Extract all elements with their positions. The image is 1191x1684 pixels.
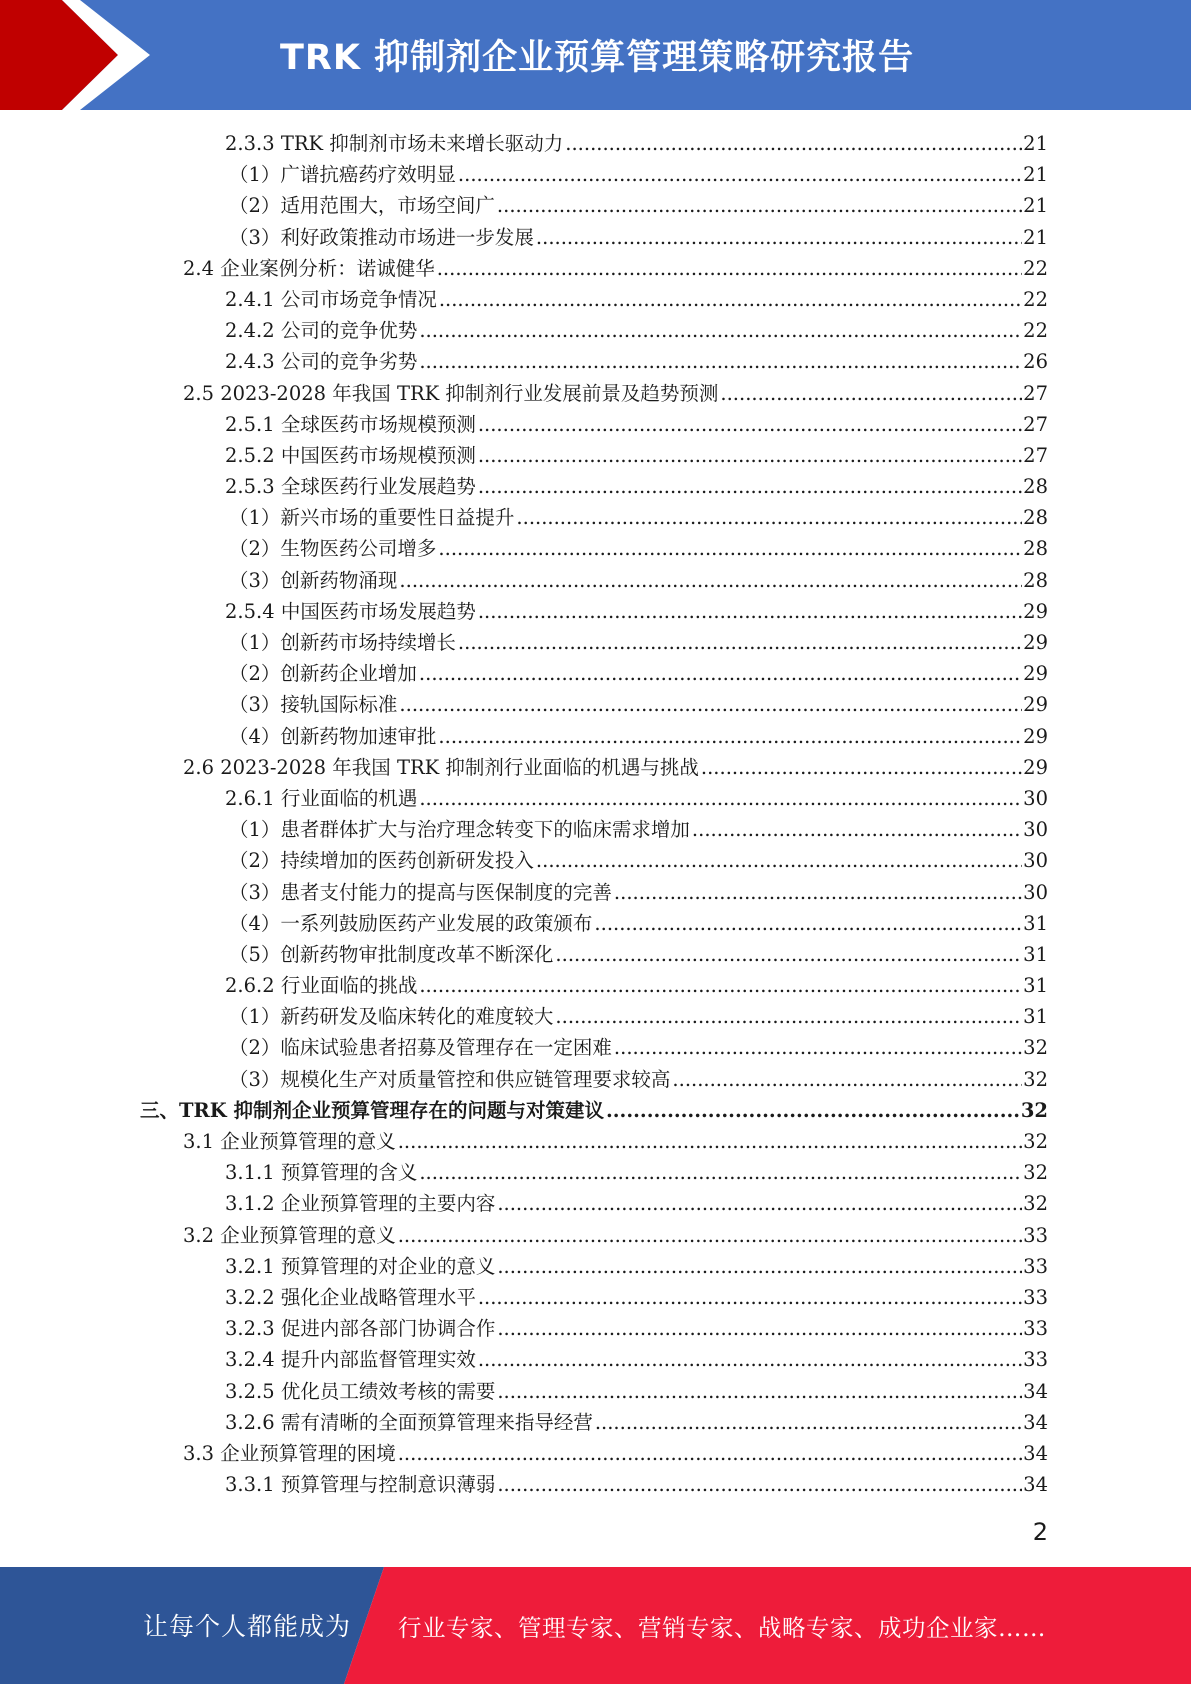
toc-entry-title: （1）广谱抗癌药疗效明显 — [229, 163, 456, 187]
toc-entry-title: 2.5.1 全球医药市场规模预测 — [225, 412, 476, 436]
toc-entry[interactable] — [0, 1344, 1191, 1375]
toc-entry[interactable] — [0, 502, 1191, 533]
toc-entry-title: 2.5.2 中国医药市场规模预测 — [225, 443, 476, 467]
toc-entry-page: 34 — [1023, 1473, 1048, 1497]
toc-entry-title: 2.4 企业案例分析：诺诚健华 — [183, 256, 435, 280]
toc-entry[interactable] — [0, 1251, 1191, 1282]
toc-entry-page: 31 — [1023, 974, 1048, 998]
toc-entry[interactable] — [0, 159, 1191, 190]
toc-leader-dots — [516, 502, 1022, 533]
toc-leader-dots — [419, 970, 1022, 1001]
header-chevron-icon — [0, 0, 160, 110]
toc-leader-dots — [438, 721, 1022, 752]
toc-leader-dots — [614, 877, 1022, 908]
toc-leader-dots — [478, 409, 1022, 440]
toc-leader-dots — [478, 440, 1022, 471]
toc-entry-page: 30 — [1023, 880, 1048, 904]
toc-leader-dots — [419, 658, 1022, 689]
toc-entry-page: 21 — [1023, 132, 1048, 155]
toc-entry[interactable] — [0, 1407, 1191, 1438]
toc-leader-dots — [555, 939, 1022, 970]
toc-entry[interactable] — [0, 1282, 1191, 1313]
toc-leader-dots — [701, 752, 1022, 783]
toc-entry-title: 2.4.3 公司的竞争劣势 — [225, 350, 418, 374]
toc-entry-title: 3.3.1 预算管理与控制意识薄弱 — [225, 1473, 496, 1497]
toc-entry[interactable] — [0, 284, 1191, 315]
toc-leader-dots — [478, 1282, 1022, 1313]
toc-entry-page: 30 — [1023, 849, 1048, 873]
toc-entry-title: 3.1.2 企业预算管理的主要内容 — [225, 1192, 496, 1216]
page-header — [0, 0, 1191, 110]
toc-leader-dots — [419, 783, 1022, 814]
toc-entry-title: （1）患者群体扩大与治疗理念转变下的临床需求增加 — [229, 818, 690, 842]
toc-entry[interactable] — [0, 315, 1191, 346]
toc-entry-title: 2.5.3 全球医药行业发展趋势 — [225, 475, 476, 499]
toc-entry[interactable] — [0, 1438, 1191, 1469]
toc-leader-dots — [497, 1188, 1022, 1219]
toc-entry[interactable] — [0, 190, 1191, 221]
toc-leader-dots — [419, 315, 1022, 346]
toc-entry[interactable] — [0, 752, 1191, 783]
toc-entry[interactable] — [0, 409, 1191, 440]
toc-leader-dots — [594, 908, 1022, 939]
toc-entry[interactable] — [0, 689, 1191, 720]
toc-leader-dots — [399, 689, 1022, 720]
toc-entry-title: （2）生物医药公司增多 — [229, 537, 437, 561]
table-of-contents — [0, 128, 1191, 1500]
toc-entry-title: （2）创新药企业增加 — [229, 662, 417, 686]
toc-entry-title: 3.2.6 需有清晰的全面预算管理来指导经营 — [225, 1410, 593, 1434]
toc-entry-page: 22 — [1023, 287, 1048, 311]
toc-entry[interactable] — [0, 814, 1191, 845]
toc-leader-dots — [497, 1313, 1022, 1344]
toc-leader-dots — [595, 1407, 1022, 1438]
toc-entry[interactable] — [0, 783, 1191, 814]
toc-entry-title: （3）利好政策推动市场进一步发展 — [229, 225, 534, 249]
toc-leader-dots — [536, 222, 1022, 253]
toc-entry-title: （4）创新药物加速审批 — [229, 724, 437, 748]
toc-entry-title: 2.6.1 行业面临的机遇 — [225, 786, 418, 810]
toc-entry-title: （2）持续增加的医药创新研发投入 — [229, 849, 534, 873]
toc-entry-title: （1）新药研发及临床转化的难度较大 — [229, 1005, 554, 1029]
toc-entry[interactable] — [0, 970, 1191, 1001]
toc-leader-dots — [399, 565, 1022, 596]
toc-entry-title: 3.2.1 预算管理的对企业的意义 — [225, 1254, 496, 1278]
toc-leader-dots — [419, 1157, 1022, 1188]
toc-entry-page: 29 — [1023, 755, 1048, 779]
toc-leader-dots — [398, 1126, 1022, 1157]
toc-leader-dots — [497, 1251, 1022, 1282]
toc-entry-title: （3）患者支付能力的提高与医保制度的完善 — [229, 880, 612, 904]
toc-entry-page: 33 — [1023, 1348, 1048, 1372]
toc-entry-page: 21 — [1023, 163, 1048, 187]
page-number: 2 — [1032, 1518, 1048, 1546]
toc-entry-title: 2.5 2023-2028 年我国 TRK 抑制剂行业发展前景及趋势预测 — [183, 381, 719, 405]
toc-entry-title: 3.2.4 提升内部监督管理实效 — [225, 1348, 476, 1372]
toc-entry-page: 22 — [1023, 319, 1048, 343]
toc-entry[interactable] — [0, 1064, 1191, 1095]
toc-entry-title: 2.6 2023-2028 年我国 TRK 抑制剂行业面临的机遇与挑战 — [183, 755, 699, 779]
toc-entry[interactable] — [0, 565, 1191, 596]
toc-entry-title: 3.1 企业预算管理的意义 — [183, 1130, 396, 1153]
toc-entry[interactable] — [0, 1032, 1191, 1063]
toc-entry-page: 34 — [1023, 1379, 1048, 1403]
toc-entry-title: （2）适用范围大，市场空间广 — [229, 194, 495, 218]
toc-entry-title: 2.4.2 公司的竞争优势 — [225, 319, 418, 343]
toc-entry[interactable] — [0, 939, 1191, 970]
toc-entry-title: 3.2.5 优化员工绩效考核的需要 — [225, 1379, 496, 1403]
toc-leader-dots — [497, 1376, 1022, 1407]
toc-entry-page: 29 — [1023, 662, 1048, 686]
toc-entry[interactable] — [0, 845, 1191, 876]
toc-entry-page: 29 — [1023, 631, 1048, 654]
toc-entry[interactable] — [0, 346, 1191, 377]
toc-entry-title: 3.1.1 预算管理的含义 — [225, 1161, 418, 1185]
toc-entry-page: 26 — [1023, 350, 1048, 374]
toc-entry[interactable] — [0, 471, 1191, 502]
toc-entry-title: （4）一系列鼓励医药产业发展的政策颁布 — [229, 911, 593, 935]
toc-entry-title: 2.6.2 行业面临的挑战 — [225, 974, 418, 998]
toc-leader-dots — [458, 627, 1022, 658]
toc-entry-page: 30 — [1023, 786, 1048, 810]
toc-entry[interactable] — [0, 1126, 1191, 1157]
toc-leader-dots — [419, 346, 1022, 377]
toc-entry-page: 32 — [1023, 1161, 1048, 1185]
toc-entry-page: 29 — [1023, 599, 1048, 623]
toc-entry[interactable] — [0, 1220, 1191, 1251]
toc-entry-page: 31 — [1023, 942, 1048, 966]
toc-entry[interactable] — [0, 627, 1191, 658]
toc-entry-title: （3）接轨国际标准 — [229, 693, 398, 717]
toc-entry[interactable] — [0, 1001, 1191, 1032]
toc-entry-page: 32 — [1023, 1067, 1048, 1091]
toc-entry[interactable] — [0, 533, 1191, 564]
toc-entry-title: 3.2.2 强化企业战略管理水平 — [225, 1285, 476, 1309]
toc-entry[interactable] — [0, 1313, 1191, 1344]
toc-entry-page: 28 — [1023, 537, 1048, 561]
toc-leader-dots — [478, 596, 1022, 627]
toc-leader-dots — [497, 190, 1022, 221]
toc-entry[interactable] — [0, 658, 1191, 689]
toc-entry-title: （1）新兴市场的重要性日益提升 — [229, 506, 515, 530]
toc-entry-page: 31 — [1023, 1005, 1048, 1029]
toc-entry[interactable] — [0, 1376, 1191, 1407]
toc-entry-title: 3.3 企业预算管理的困境 — [183, 1441, 396, 1465]
toc-leader-dots — [438, 533, 1022, 564]
toc-leader-dots — [692, 814, 1022, 845]
toc-entry-page: 27 — [1023, 381, 1048, 405]
toc-entry-page: 28 — [1023, 568, 1048, 592]
footer-slogan-right: 行业专家、管理专家、营销专家、战略专家、成功企业家…… — [398, 1614, 1046, 1642]
toc-entry-title: 3.2 企业预算管理的意义 — [183, 1223, 396, 1247]
toc-leader-dots — [458, 159, 1022, 190]
toc-entry[interactable] — [0, 222, 1191, 253]
toc-entry[interactable] — [0, 721, 1191, 752]
toc-entry-title: 三、TRK 抑制剂企业预算管理存在的问题与对策建议 — [140, 1098, 604, 1122]
toc-leader-dots — [478, 1344, 1022, 1375]
toc-leader-dots — [437, 253, 1022, 284]
toc-leader-dots — [672, 1064, 1022, 1095]
toc-entry-page: 27 — [1023, 412, 1048, 436]
toc-entry-title: （1）创新药市场持续增长 — [229, 631, 456, 654]
toc-leader-dots — [398, 1220, 1022, 1251]
toc-entry-page: 32 — [1023, 1036, 1048, 1060]
toc-leader-dots — [555, 1001, 1022, 1032]
toc-entry-page: 27 — [1023, 443, 1048, 467]
toc-entry-page: 32 — [1023, 1192, 1048, 1216]
page-footer — [0, 1567, 1191, 1684]
toc-entry-page: 32 — [1023, 1130, 1048, 1153]
toc-entry[interactable] — [0, 596, 1191, 627]
toc-entry[interactable] — [0, 1157, 1191, 1188]
toc-entry[interactable] — [0, 908, 1191, 939]
toc-entry-page: 21 — [1023, 225, 1048, 249]
toc-entry[interactable] — [0, 1469, 1191, 1500]
toc-entry-page: 34 — [1023, 1410, 1048, 1434]
toc-entry-page: 29 — [1023, 724, 1048, 748]
toc-entry-page: 22 — [1023, 256, 1048, 280]
toc-entry-page: 28 — [1023, 506, 1048, 530]
toc-entry-page: 34 — [1023, 1441, 1048, 1465]
toc-entry-title: 2.5.4 中国医药市场发展趋势 — [225, 599, 476, 623]
toc-entry-title: （3）规模化生产对质量管控和供应链管理要求较高 — [229, 1067, 671, 1091]
toc-entry-page: 32 — [1020, 1098, 1048, 1122]
toc-entry-title: 2.4.1 公司市场竞争情况 — [225, 287, 437, 311]
toc-entry-page: 33 — [1023, 1223, 1048, 1247]
toc-entry-title: （3）创新药物涌现 — [229, 568, 398, 592]
toc-leader-dots — [398, 1438, 1022, 1469]
toc-entry-page: 30 — [1023, 818, 1048, 842]
toc-entry-page: 33 — [1023, 1285, 1048, 1309]
toc-entry-page: 33 — [1023, 1254, 1048, 1278]
toc-entry-page: 29 — [1023, 693, 1048, 717]
toc-entry[interactable] — [0, 378, 1191, 409]
toc-entry-title: （5）创新药物审批制度改革不断深化 — [229, 942, 554, 966]
toc-leader-dots — [439, 284, 1022, 315]
toc-entry-title: 3.2.3 促进内部各部门协调合作 — [225, 1317, 496, 1341]
toc-leader-dots — [720, 378, 1022, 409]
toc-leader-dots — [497, 1469, 1022, 1500]
toc-entry-page: 33 — [1023, 1317, 1048, 1341]
footer-slogan-left: 让每个人都能成为 — [143, 1612, 352, 1641]
toc-leader-dots — [536, 845, 1022, 876]
toc-entry[interactable] — [0, 440, 1191, 471]
toc-entry-title: （2）临床试验患者招募及管理存在一定困难 — [229, 1036, 612, 1060]
report-title: TRK 抑制剂企业预算管理策略研究报告 — [280, 38, 915, 78]
toc-entry-title: 2.3.3 TRK 抑制剂市场未来增长驱动力 — [225, 132, 564, 155]
toc-leader-dots — [614, 1032, 1022, 1063]
toc-leader-dots — [606, 1095, 1020, 1126]
toc-leader-dots — [478, 471, 1022, 502]
toc-entry[interactable] — [0, 1188, 1191, 1219]
toc-entry-page: 21 — [1023, 194, 1048, 218]
toc-entry[interactable] — [0, 1095, 1191, 1126]
toc-leader-dots — [565, 128, 1022, 159]
toc-entry[interactable] — [0, 253, 1191, 284]
toc-entry-page: 28 — [1023, 475, 1048, 499]
toc-entry-page: 31 — [1023, 911, 1048, 935]
toc-entry[interactable] — [0, 128, 1191, 159]
toc-entry[interactable] — [0, 877, 1191, 908]
